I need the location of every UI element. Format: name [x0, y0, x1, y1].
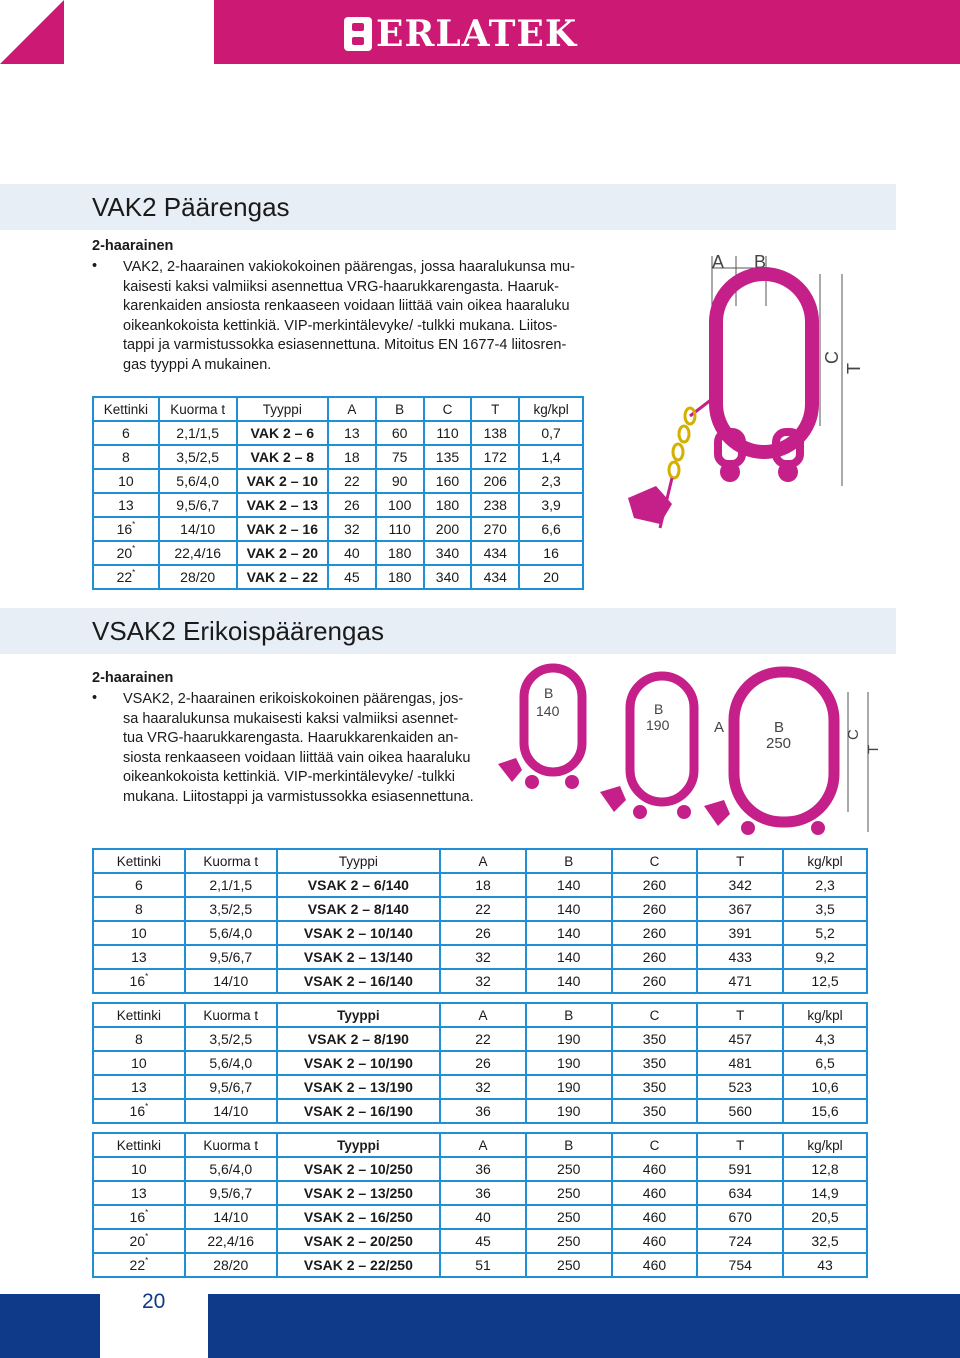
table-row	[93, 541, 583, 565]
cell: 140	[526, 897, 612, 921]
section2-title: VSAK2 Erikoispäärengas	[92, 616, 384, 646]
cell: 190	[526, 1099, 612, 1123]
ring-250-label-b: B	[774, 719, 785, 736]
page-number: 20	[142, 1290, 166, 1313]
cell: 0,7	[519, 421, 583, 445]
cell: 8	[93, 1027, 185, 1051]
header-cell: T	[697, 1133, 783, 1157]
cell: 250	[526, 1157, 612, 1181]
description-line: oikeankokoista kettinkiä. VIP-merkintälevyke/ -tulkki mukana. Liitos-	[123, 317, 558, 334]
table-row	[93, 1075, 867, 1099]
header-cell: Kettinki	[93, 1003, 185, 1027]
header-cell: C	[424, 397, 472, 421]
table-row	[93, 1027, 867, 1051]
cell: 457	[697, 1027, 783, 1051]
cell: 391	[697, 921, 783, 945]
cell: 22*	[93, 1253, 185, 1277]
table-row	[93, 897, 867, 921]
header-cell: C	[612, 1133, 698, 1157]
table-row	[93, 873, 867, 897]
cell: VSAK 2 – 13/140	[277, 945, 441, 969]
description-line: sa haaralukunsa mukaisesti kaksi valmiiksi asennet-	[123, 710, 459, 727]
cell: 190	[526, 1051, 612, 1075]
cell: 5,6/4,0	[185, 921, 277, 945]
cell: 180	[376, 541, 424, 565]
cell: 433	[697, 945, 783, 969]
cell: 250	[526, 1181, 612, 1205]
ring-190	[630, 676, 694, 802]
cell: 3,9	[519, 493, 583, 517]
table-row	[93, 1157, 867, 1181]
table-row	[93, 1051, 867, 1075]
dim-label-b: B	[754, 252, 767, 272]
cell: 6	[93, 873, 185, 897]
cell: 180	[376, 565, 424, 589]
fork-head	[525, 775, 539, 789]
fork-head	[677, 805, 691, 819]
cell: 32	[440, 1075, 526, 1099]
cell: 36	[440, 1181, 526, 1205]
section2-description	[123, 690, 495, 808]
header-cell: A	[440, 849, 526, 873]
header-cell: C	[612, 849, 698, 873]
description-line: VSAK2, 2-haarainen erikoiskokoinen päärengas, jos-	[123, 691, 464, 707]
ring-140-label-b: B	[544, 685, 554, 701]
cell: VSAK 2 – 6/140	[277, 873, 441, 897]
cell: 32	[328, 517, 376, 541]
cell: 110	[424, 421, 472, 445]
fork-head	[741, 821, 755, 835]
cell: 340	[424, 565, 472, 589]
table-header-row	[93, 1133, 867, 1157]
cell: 26	[328, 493, 376, 517]
cell: 634	[697, 1181, 783, 1205]
cell: 22	[440, 897, 526, 921]
header-cell: Tyyppi	[277, 849, 441, 873]
cell: 16*	[93, 517, 159, 541]
header-cell: Kuorma t	[185, 1133, 277, 1157]
ring-250-label-value: 250	[766, 735, 792, 752]
cell: 260	[612, 969, 698, 993]
cell: 140	[526, 945, 612, 969]
cell: 250	[526, 1253, 612, 1277]
brand-name: ERLATEK	[376, 13, 578, 55]
cell: VSAK 2 – 8/190	[277, 1027, 441, 1051]
header-cell: Kuorma t	[185, 849, 277, 873]
header-cell: Kettinki	[93, 1133, 185, 1157]
cell: VAK 2 – 22	[237, 565, 329, 589]
cell: VSAK 2 – 10/250	[277, 1157, 441, 1181]
description-line: VAK2, 2-haarainen vakiokokoinen päärengas, jossa haaralukunsa mu-	[123, 259, 575, 275]
header-cell: T	[697, 849, 783, 873]
cell: 724	[697, 1229, 783, 1253]
table-row	[93, 469, 583, 493]
vak2-ring-figure	[620, 246, 880, 546]
cell: 22	[328, 469, 376, 493]
cell: 591	[697, 1157, 783, 1181]
table-header-row	[93, 849, 867, 873]
cell: 238	[471, 493, 519, 517]
cell: VSAK 2 – 16/190	[277, 1099, 441, 1123]
vip-tag-icon	[704, 800, 730, 826]
header-cell: B	[526, 1133, 612, 1157]
table-row	[93, 445, 583, 469]
cell: 15,6	[783, 1099, 867, 1123]
header-cell: C	[612, 1003, 698, 1027]
cell: 12,8	[783, 1157, 867, 1181]
dim-label-c: C	[822, 351, 842, 364]
cell: 260	[612, 921, 698, 945]
table-row	[93, 921, 867, 945]
cell: VSAK 2 – 22/250	[277, 1253, 441, 1277]
fork-head	[633, 805, 647, 819]
cell: 13	[93, 1181, 185, 1205]
table-row	[93, 421, 583, 445]
vip-tag-icon	[600, 786, 626, 812]
brand-logo	[344, 14, 577, 54]
cell: 172	[471, 445, 519, 469]
cell: 523	[697, 1075, 783, 1099]
vip-tag-icon	[628, 486, 672, 524]
cell: 6	[93, 421, 159, 445]
header-cell: Kuorma t	[185, 1003, 277, 1027]
section1-title-band	[0, 184, 896, 230]
chain-link	[673, 444, 683, 460]
section2-bullet: •	[92, 690, 98, 706]
dim-label-c: C	[845, 729, 862, 740]
cell: 40	[328, 541, 376, 565]
header-cell: Kettinki	[93, 397, 159, 421]
cell: VAK 2 – 20	[237, 541, 329, 565]
cell: 22,4/16	[159, 541, 237, 565]
cell: 32,5	[783, 1229, 867, 1253]
cell: 110	[376, 517, 424, 541]
cell: 4,3	[783, 1027, 867, 1051]
cell: 3,5/2,5	[185, 897, 277, 921]
dim-label-a: A	[712, 252, 725, 272]
cell: 160	[424, 469, 472, 493]
cell: VSAK 2 – 13/250	[277, 1181, 441, 1205]
header-cell: kg/kpl	[519, 397, 583, 421]
cell: 36	[440, 1157, 526, 1181]
cell: 14/10	[185, 1205, 277, 1229]
cell: 8	[93, 897, 185, 921]
cell: 270	[471, 517, 519, 541]
table-row	[93, 1205, 867, 1229]
cell: VSAK 2 – 20/250	[277, 1229, 441, 1253]
cell: 560	[697, 1099, 783, 1123]
header-bar	[0, 0, 960, 64]
cell: 8	[93, 445, 159, 469]
master-ring	[716, 274, 812, 452]
cell: 45	[440, 1229, 526, 1253]
table-row	[93, 1181, 867, 1205]
ring-140	[524, 668, 582, 772]
cell: VAK 2 – 10	[237, 469, 329, 493]
dim-label-t: T	[844, 363, 864, 374]
cell: 6,6	[519, 517, 583, 541]
cell: 16*	[93, 1099, 185, 1123]
cell: 10	[93, 1051, 185, 1075]
description-line: tappi ja varmistussokka esiasennettuna. Mitoitus EN 1677-4 liitosren-	[123, 337, 567, 354]
cell: VSAK 2 – 13/190	[277, 1075, 441, 1099]
cell: 5,6/4,0	[185, 1051, 277, 1075]
cell: 260	[612, 873, 698, 897]
logo-mark-icon	[344, 17, 372, 51]
header-cell: Tyyppi	[277, 1003, 441, 1027]
cell: 250	[526, 1205, 612, 1229]
cell: 36	[440, 1099, 526, 1123]
cell: 2,1/1,5	[159, 421, 237, 445]
cell: 18	[328, 445, 376, 469]
header-cell: kg/kpl	[783, 849, 867, 873]
cell: 5,6/4,0	[159, 469, 237, 493]
table-row	[93, 565, 583, 589]
cell: 26	[440, 1051, 526, 1075]
ring-250-label-a: A	[714, 719, 725, 736]
cell: 140	[526, 873, 612, 897]
cell: 260	[612, 945, 698, 969]
cell: 10	[93, 1157, 185, 1181]
cell: 100	[376, 493, 424, 517]
cell: 180	[424, 493, 472, 517]
cell: 20,5	[783, 1205, 867, 1229]
cell: 350	[612, 1027, 698, 1051]
cell: 22*	[93, 565, 159, 589]
cell: 3,5	[783, 897, 867, 921]
description-line: siosta renkaaseen voidaan liittää vain oikea haaraluku	[123, 749, 471, 766]
header-cell: kg/kpl	[783, 1133, 867, 1157]
cell: 14/10	[185, 969, 277, 993]
cell: 22	[440, 1027, 526, 1051]
cell: 190	[526, 1075, 612, 1099]
cell: 22,4/16	[185, 1229, 277, 1253]
cell: VAK 2 – 16	[237, 517, 329, 541]
header-cell: B	[526, 1003, 612, 1027]
cell: 190	[526, 1027, 612, 1051]
cell: 135	[424, 445, 472, 469]
cell: 20*	[93, 541, 159, 565]
fork-head-right	[778, 462, 798, 482]
vsak2-table-140	[92, 848, 868, 994]
header-cell: T	[471, 397, 519, 421]
description-line: mukana. Liitostappi ja varmistussokka esiasennettuna.	[123, 788, 474, 805]
section1-bullet: •	[92, 258, 98, 274]
table-header-row	[93, 1003, 867, 1027]
ring-190-label-b: B	[654, 701, 664, 717]
cell: 460	[612, 1205, 698, 1229]
fork-head-left	[720, 462, 740, 482]
cell: VSAK 2 – 10/140	[277, 921, 441, 945]
header-cell: T	[697, 1003, 783, 1027]
cell: 481	[697, 1051, 783, 1075]
description-line: oikeankokoista kettinkiä. VIP-merkintälevyke/ -tulkki	[123, 769, 456, 786]
cell: 75	[376, 445, 424, 469]
cell: 10	[93, 469, 159, 493]
cell: 140	[526, 921, 612, 945]
cell: 460	[612, 1157, 698, 1181]
header-cell: A	[440, 1003, 526, 1027]
cell: 14,9	[783, 1181, 867, 1205]
fork-head	[811, 821, 825, 835]
cell: 13	[93, 1075, 185, 1099]
cell: 16*	[93, 1205, 185, 1229]
cell: 20	[519, 565, 583, 589]
section1-subtitle: 2-haarainen	[92, 238, 174, 254]
header-cell: A	[328, 397, 376, 421]
cell: 3,5/2,5	[185, 1027, 277, 1051]
vak2-table	[92, 396, 584, 590]
cell: 51	[440, 1253, 526, 1277]
table-header-row	[93, 397, 583, 421]
description-line: kaisesti kaksi valmiiksi asennettua VRG-haarukkarengasta. Haaruk-	[123, 278, 559, 295]
table-row	[93, 945, 867, 969]
cell: VSAK 2 – 10/190	[277, 1051, 441, 1075]
cell: VAK 2 – 8	[237, 445, 329, 469]
header-cell: kg/kpl	[783, 1003, 867, 1027]
cell: 140	[526, 969, 612, 993]
cell: 350	[612, 1051, 698, 1075]
table-row	[93, 1253, 867, 1277]
cell: 14/10	[185, 1099, 277, 1123]
section2-subtitle: 2-haarainen	[92, 670, 174, 686]
cell: 260	[612, 897, 698, 921]
header-cell: B	[376, 397, 424, 421]
cell: 13	[93, 945, 185, 969]
ring-190-label-value: 190	[646, 717, 670, 733]
cell: 90	[376, 469, 424, 493]
cell: 32	[440, 969, 526, 993]
cell: 9,5/6,7	[159, 493, 237, 517]
cell: 367	[697, 897, 783, 921]
table-row	[93, 493, 583, 517]
cell: 26	[440, 921, 526, 945]
description-line: karenkaiden ansiosta renkaaseen voidaan liittää vain oikea haaraluku	[123, 298, 570, 315]
header-notch-left	[0, 0, 64, 64]
cell: 16*	[93, 969, 185, 993]
cell: 45	[328, 565, 376, 589]
cell: 2,1/1,5	[185, 873, 277, 897]
table-row	[93, 517, 583, 541]
cell: 9,5/6,7	[185, 1075, 277, 1099]
cell: 1,4	[519, 445, 583, 469]
cell: 9,5/6,7	[185, 1181, 277, 1205]
cell: 754	[697, 1253, 783, 1277]
cell: 9,5/6,7	[185, 945, 277, 969]
cell: 20*	[93, 1229, 185, 1253]
cell: 32	[440, 945, 526, 969]
dim-label-t: T	[865, 744, 882, 754]
cell: 13	[93, 493, 159, 517]
cell: 5,6/4,0	[185, 1157, 277, 1181]
cell: 138	[471, 421, 519, 445]
cell: 350	[612, 1075, 698, 1099]
cell: 3,5/2,5	[159, 445, 237, 469]
cell: 13	[328, 421, 376, 445]
header-cell: B	[526, 849, 612, 873]
section2-title-band	[0, 608, 896, 654]
vsak2-table-250	[92, 1132, 868, 1278]
cell: 670	[697, 1205, 783, 1229]
section1-description	[123, 258, 593, 376]
cell: 200	[424, 517, 472, 541]
cell: 10	[93, 921, 185, 945]
cell: VSAK 2 – 16/140	[277, 969, 441, 993]
header-cell: A	[440, 1133, 526, 1157]
cell: VAK 2 – 6	[237, 421, 329, 445]
header-notch-right	[150, 0, 214, 64]
cell: VSAK 2 – 16/250	[277, 1205, 441, 1229]
vip-tag-icon	[498, 758, 522, 782]
cell: 460	[612, 1229, 698, 1253]
cell: 18	[440, 873, 526, 897]
cell: 460	[612, 1253, 698, 1277]
description-line: tua VRG-haarukkarengasta. Haarukkarenkaiden an-	[123, 730, 459, 747]
section1-title: VAK2 Päärengas	[92, 192, 290, 222]
cell: 434	[471, 565, 519, 589]
header-cell: Tyyppi	[237, 397, 329, 421]
cell: 43	[783, 1253, 867, 1277]
cell: 28/20	[185, 1253, 277, 1277]
cell: 5,2	[783, 921, 867, 945]
chain-link	[679, 426, 689, 442]
cell: 340	[424, 541, 472, 565]
cell: VAK 2 – 13	[237, 493, 329, 517]
cell: 2,3	[783, 873, 867, 897]
cell: 60	[376, 421, 424, 445]
cell: 16	[519, 541, 583, 565]
vsak2-table-190	[92, 1002, 868, 1124]
cell: VSAK 2 – 8/140	[277, 897, 441, 921]
table-row	[93, 1229, 867, 1253]
cell: 460	[612, 1181, 698, 1205]
table-row	[93, 1099, 867, 1123]
cell: 350	[612, 1099, 698, 1123]
cell: 9,2	[783, 945, 867, 969]
cell: 471	[697, 969, 783, 993]
header-cell: Kuorma t	[159, 397, 237, 421]
cell: 206	[471, 469, 519, 493]
cell: 6,5	[783, 1051, 867, 1075]
table-row	[93, 969, 867, 993]
cell: 250	[526, 1229, 612, 1253]
fork-head	[565, 775, 579, 789]
cell: 12,5	[783, 969, 867, 993]
ring-140-label-value: 140	[536, 703, 560, 719]
cell: 14/10	[159, 517, 237, 541]
description-line: gas tyyppi A mukainen.	[123, 356, 272, 373]
cell: 28/20	[159, 565, 237, 589]
cell: 10,6	[783, 1075, 867, 1099]
cell: 40	[440, 1205, 526, 1229]
vsak2-ring-figure	[496, 662, 880, 840]
chain-link	[669, 462, 679, 478]
cell: 342	[697, 873, 783, 897]
header-cell: Kettinki	[93, 849, 185, 873]
cell: 434	[471, 541, 519, 565]
cell: 2,3	[519, 469, 583, 493]
header-cell: Tyyppi	[277, 1133, 441, 1157]
